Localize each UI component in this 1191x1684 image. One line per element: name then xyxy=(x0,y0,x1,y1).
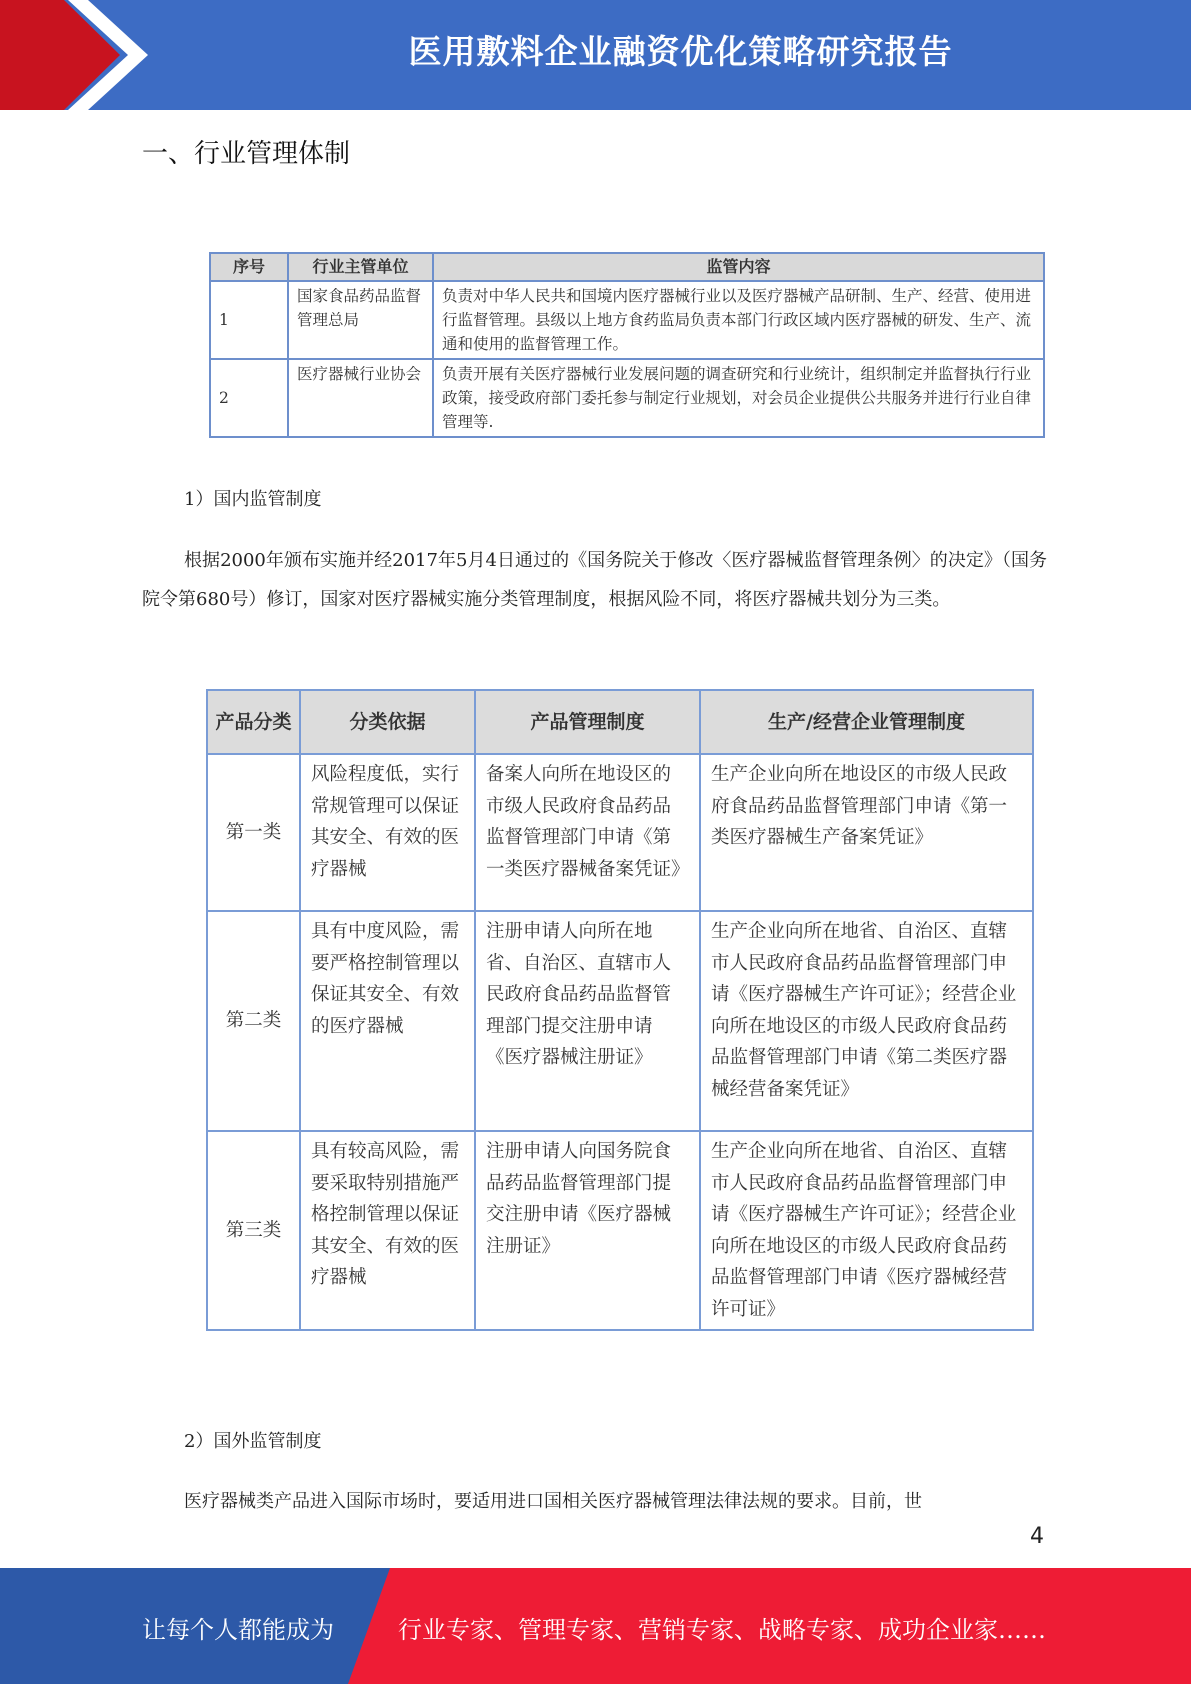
domestic-paragraph: 根据2000年颁布实施并经2017年5月4日通过的《国务院关于修改〈医疗器械监督管理条例〉的决定》（国务院令第680号）修订，国家对医疗器械实施分类管理制度，根据风险不同，将医疗器械共划分为三类。 xyxy=(142,550,1047,610)
column-header: 生产/经营企业管理制度 xyxy=(700,690,1033,754)
foreign-subheading: 2）国外监管制度 xyxy=(184,1431,322,1452)
table-row xyxy=(207,911,1033,1131)
row-number: 1 xyxy=(210,281,288,359)
regulator-table xyxy=(209,252,1045,438)
table-row xyxy=(210,359,1044,437)
column-header: 序号 xyxy=(210,253,288,281)
category-cell: 第二类 xyxy=(207,911,300,1131)
page-number: 4 xyxy=(1030,1524,1044,1549)
table-row xyxy=(210,281,1044,359)
product-policy-cell: 备案人向所在地设区的市级人民政府食品药品监督管理部门申请《第一类医疗器械备案凭证》 xyxy=(475,754,700,911)
column-header: 产品分类 xyxy=(207,690,300,754)
section-heading: 一、行业管理体制 xyxy=(142,139,351,169)
domestic-subheading: 1）国内监管制度 xyxy=(184,489,322,510)
column-header: 行业主管单位 xyxy=(288,253,433,281)
product-policy-cell: 注册申请人向国务院食品药品监督管理部门提交注册申请《医疗器械注册证》 xyxy=(475,1131,700,1330)
page-header xyxy=(0,0,1191,110)
foreign-paragraph: 医疗器械类产品进入国际市场时，要适用进口国相关医疗器械管理法律法规的要求。目前，世 xyxy=(184,1491,922,1512)
category-cell: 第三类 xyxy=(207,1131,300,1330)
report-title: 医用敷料企业融资优化策略研究报告 xyxy=(408,32,953,71)
page-footer xyxy=(0,1568,1191,1684)
regulator-unit: 国家食品药品监督管理总局 xyxy=(288,281,433,359)
classification-table xyxy=(206,689,1034,1331)
regulation-content: 负责对中华人民共和国境内医疗器械行业以及医疗器械产品研制、生产、经营、使用进行监督管理。县级以上地方食药监局负责本部门行政区域内医疗器械的研发、生产、流通和使用的监督管理工作。 xyxy=(433,281,1044,359)
table-row xyxy=(207,1131,1033,1330)
column-header: 监管内容 xyxy=(433,253,1044,281)
regulator-unit: 医疗器械行业协会 xyxy=(288,359,433,437)
footer-slogan-left: 让每个人都能成为 xyxy=(142,1616,334,1644)
enterprise-policy-cell: 生产企业向所在地省、自治区、直辖市人民政府食品药品监督管理部门申请《医疗器械生产许可证》；经营企业向所在地设区的市级人民政府食品药品监督管理部门申请《第二类医疗器械经营备案凭证》 xyxy=(700,911,1033,1131)
header-red-block xyxy=(0,0,150,110)
row-number: 2 xyxy=(210,359,288,437)
table-row xyxy=(207,754,1033,911)
table-header-row xyxy=(210,253,1044,281)
table-header-row xyxy=(207,690,1033,754)
column-header: 分类依据 xyxy=(300,690,475,754)
product-policy-cell: 注册申请人向所在地省、自治区、直辖市人民政府食品药品监督管理部门提交注册申请《医疗器械注册证》 xyxy=(475,911,700,1131)
enterprise-policy-cell: 生产企业向所在地省、自治区、直辖市人民政府食品药品监督管理部门申请《医疗器械生产许可证》；经营企业向所在地设区的市级人民政府食品药品监督管理部门申请《医疗器械经营许可证》 xyxy=(700,1131,1033,1330)
basis-cell: 具有中度风险，需要严格控制管理以保证其安全、有效的医疗器械 xyxy=(300,911,475,1131)
enterprise-policy-cell: 生产企业向所在地设区的市级人民政府食品药品监督管理部门申请《第一类医疗器械生产备案凭证》 xyxy=(700,754,1033,911)
column-header: 产品管理制度 xyxy=(475,690,700,754)
footer-slogan-right: 行业专家、管理专家、营销专家、战略专家、成功企业家…… xyxy=(398,1616,1046,1644)
regulation-content: 负责开展有关医疗器械行业发展问题的调查研究和行业统计，组织制定并监督执行行业政策，接受政府部门委托参与制定行业规划，对会员企业提供公共服务并进行行业自律管理等. xyxy=(433,359,1044,437)
basis-cell: 风险程度低，实行常规管理可以保证其安全、有效的医疗器械 xyxy=(300,754,475,911)
category-cell: 第一类 xyxy=(207,754,300,911)
basis-cell: 具有较高风险，需要采取特别措施严格控制管理以保证其安全、有效的医疗器械 xyxy=(300,1131,475,1330)
